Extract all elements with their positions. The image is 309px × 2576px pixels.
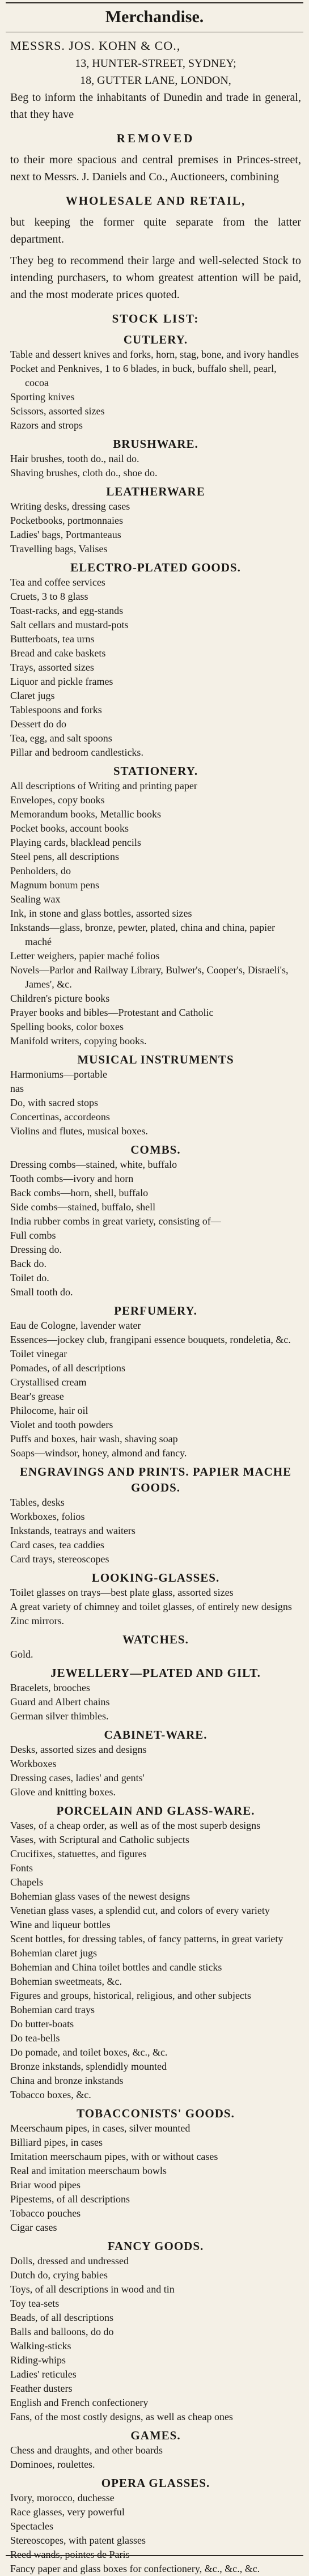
stock-item: China and bronze inkstands xyxy=(10,2075,124,2086)
stock-item: Pomades, of all descriptions xyxy=(10,1362,125,1374)
stock-item: Toast-racks, and egg-stands xyxy=(10,605,124,616)
stock-item: Bohemian and China toilet bottles and candle sticks xyxy=(10,1961,222,1973)
stock-item: Tooth combs—ivory and horn xyxy=(10,1173,134,1184)
stock-item: Toilet do. xyxy=(10,1272,49,1283)
stock-item: Imitation meerschaum pipes, with or without cases xyxy=(10,2151,218,2162)
stock-item: Stereoscopes, with patent glasses xyxy=(10,2535,146,2546)
advertisement xyxy=(10,37,301,2574)
stock-item: Tablespoons and forks xyxy=(10,704,102,715)
stock-item: Briar wood pipes xyxy=(10,2179,81,2191)
stock-catalog xyxy=(10,332,301,2576)
bottom-rule xyxy=(6,2555,303,2556)
removed-heading: REMOVED xyxy=(116,132,195,145)
stock-item: Ladies' reticules xyxy=(10,2369,77,2380)
wholesale-paragraph: but keeping the former quite separate from the latter department. xyxy=(10,216,301,245)
stock-item: Toy tea-sets xyxy=(10,2298,60,2309)
stock-item: Figures and groups, historical, religious, and other subjects xyxy=(10,1990,251,2001)
stock-item: Full combs xyxy=(10,1230,56,1241)
stock-item: Shaving brushes, cloth do., shoe do. xyxy=(10,467,158,478)
stock-item: Claret jugs xyxy=(10,690,55,701)
stock-item: Dutch do, crying babies xyxy=(10,2269,108,2281)
stock-item: Dressing combs—stained, white, buffalo xyxy=(10,1159,177,1170)
stock-item: Crystallised cream xyxy=(10,1376,87,1388)
category-heading: BRUSHWARE. xyxy=(113,437,198,451)
intro-paragraph: Beg to inform the inhabitants of Dunedin and trade in general, that they have xyxy=(10,91,301,121)
stock-item: Small tooth do. xyxy=(10,1286,73,1298)
removed-paragraph: to their more spacious and central premises in Princes-street, next to Messrs. J. Daniels and Co., Auctioneers, combining xyxy=(10,154,301,183)
stock-item: Back combs—horn, shell, buffalo xyxy=(10,1187,149,1198)
stock-item: Chess and draughts, and other boards xyxy=(10,2444,163,2456)
stock-item: Race glasses, very powerful xyxy=(10,2506,125,2518)
category-heading: ENGRAVINGS AND PRINTS. PAPIER MACHE GOODS. xyxy=(19,1465,292,1494)
firm-name: MESSRS. JOS. KOHN & CO., xyxy=(10,39,181,53)
stock-item: Travelling bags, Valises xyxy=(10,543,108,554)
stock-item: Vases, of a cheap order, as well as of the most superb designs xyxy=(10,1820,261,1831)
stock-item: English and French confectionery xyxy=(10,2397,149,2408)
stock-item: Trays, assorted sizes xyxy=(10,662,94,673)
stock-item: Back do. xyxy=(10,1258,46,1269)
stock-item: Novels—Parlor and Railway Library, Bulwer's, Cooper's, Disraeli's, James', &c. xyxy=(10,964,289,990)
stock-item: Gold. xyxy=(10,1649,33,1660)
stock-item: nas xyxy=(10,1083,24,1094)
stock-item: Pocket and Penknives, 1 to 6 blades, in buck, buffalo shell, pearl, cocoa xyxy=(10,363,277,388)
stock-item: Bear's grease xyxy=(10,1391,64,1402)
stock-item: Card trays, stereoscopes xyxy=(10,1553,109,1565)
stock-item: Bohemian claret jugs xyxy=(10,1947,97,1959)
stock-item: Sealing wax xyxy=(10,893,61,905)
stock-item: Harmoniums—portable xyxy=(10,1069,107,1080)
stock-item: Envelopes, copy books xyxy=(10,794,105,806)
stock-item: Butterboats, tea urns xyxy=(10,633,95,645)
stock-item: Fonts xyxy=(10,1862,33,1874)
stock-item: Riding-whips xyxy=(10,2354,66,2366)
stock-item: Playing cards, blacklead pencils xyxy=(10,837,141,848)
stock-item: Letter weighers, papier maché folios xyxy=(10,950,160,961)
stock-item: Vases, with Scriptural and Catholic subjects xyxy=(10,1834,189,1845)
stock-item: Meerschaum pipes, in cases, silver mounted xyxy=(10,2122,191,2134)
category-heading: PORCELAIN AND GLASS-WARE. xyxy=(56,1804,255,1817)
stock-item: Toilet glasses on trays—best plate glass, assorted sizes xyxy=(10,1587,234,1598)
stock-item: Fancy paper and glass boxes for confectionery, &c., &c., &c. xyxy=(10,2563,260,2574)
stock-item: Steel pens, all descriptions xyxy=(10,851,119,862)
stock-item: Inkstands, teatrays and waiters xyxy=(10,1525,136,1536)
stock-item: Ink, in stone and glass bottles, assorted sizes xyxy=(10,908,192,919)
stock-item: Sporting knives xyxy=(10,391,75,402)
stock-item: Do tea-bells xyxy=(10,2032,60,2044)
stock-item: Hair brushes, tooth do., nail do. xyxy=(10,453,139,464)
stock-item: Desks, assorted sizes and designs xyxy=(10,1744,147,1755)
stock-item: Crucifixes, statuettes, and figures xyxy=(10,1848,147,1859)
stock-item: Tea and coffee services xyxy=(10,577,105,588)
stock-item: Ladies' bags, Portmanteaus xyxy=(10,529,121,540)
category-heading: TOBACCONISTS' GOODS. xyxy=(77,2107,235,2120)
category-heading: WATCHES. xyxy=(122,1633,189,1646)
stock-item: Bracelets, brooches xyxy=(10,1682,90,1693)
stock-item: Table and dessert knives and forks, horn, stag, bone, and ivory handles xyxy=(10,349,299,360)
stock-item: Inkstands—glass, bronze, pewter, plated, china and china, papier maché xyxy=(10,922,276,947)
stock-list-heading: STOCK LIST: xyxy=(112,312,200,325)
category-heading: LEATHERWARE xyxy=(106,485,205,498)
stock-item: A great variety of chimney and toilet glasses, of entirely new designs xyxy=(10,1601,292,1612)
stock-item: Soaps—windsor, honey, almond and fancy. xyxy=(10,1447,187,1459)
stock-item: Scissors, assorted sizes xyxy=(10,405,105,417)
stock-item: Balls and balloons, do do xyxy=(10,2326,114,2337)
stock-item: India rubber combs in great variety, consisting of— xyxy=(10,1215,221,1227)
stock-item: Venetian glass vases, a splendid cut, and colors of every variety xyxy=(10,1905,270,1916)
stock-item: Chapels xyxy=(10,1876,43,1888)
stock-item: Prayer books and bibles—Protestant and Catholic xyxy=(10,1007,214,1018)
stock-item: Beads, of all descriptions xyxy=(10,2312,113,2323)
stock-item: Pocket books, account books xyxy=(10,823,129,834)
category-heading: LOOKING-GLASSES. xyxy=(91,1571,220,1584)
stock-item: Workboxes xyxy=(10,1758,57,1769)
address-line-1: 13, HUNTER-STREET, SYDNEY; xyxy=(75,57,236,70)
category-heading: ELECTRO-PLATED GOODS. xyxy=(70,561,241,574)
recommend-paragraph: They beg to recommend their large and well-selected Stock to intending purchasers, to whom greatest attention will be paid, and the most moderate prices quoted. xyxy=(10,255,301,301)
stock-item: Do pomade, and toilet boxes, &c., &c. xyxy=(10,2047,168,2058)
stock-item: Card cases, tea caddies xyxy=(10,1539,104,1550)
stock-item: Philocome, hair oil xyxy=(10,1405,88,1416)
stock-item: Dominoes, roulettes. xyxy=(10,2459,95,2470)
stock-item: Tobacco pouches xyxy=(10,2208,81,2219)
stock-item: Bohemian card trays xyxy=(10,2004,95,2015)
stock-item: Spelling books, color boxes xyxy=(10,1021,124,1032)
stock-item: Manifold writers, copying books. xyxy=(10,1035,147,1046)
stock-item: Writing desks, dressing cases xyxy=(10,501,130,512)
stock-item: Real and imitation meerschaum bowls xyxy=(10,2165,167,2176)
stock-item: Cruets, 3 to 8 glass xyxy=(10,591,88,602)
category-heading: STATIONERY. xyxy=(113,764,198,778)
category-heading: COMBS. xyxy=(130,1143,181,1156)
stock-item: Spectacles xyxy=(10,2520,53,2532)
category-heading: FANCY GOODS. xyxy=(107,2239,204,2253)
wholesale-heading: WHOLESALE AND RETAIL, xyxy=(65,194,246,207)
stock-item: Bohemian glass vases of the newest designs xyxy=(10,1891,190,1902)
stock-item: Billiard pipes, in cases xyxy=(10,2137,103,2148)
category-heading: MUSICAL INSTRUMENTS xyxy=(77,1053,234,1066)
stock-item: Reed wands, pointes de Paris xyxy=(10,2549,130,2560)
stock-item: Liquor and pickle frames xyxy=(10,676,113,687)
category-heading: CUTLERY. xyxy=(123,333,188,346)
stock-item: Ivory, morocco, duchesse xyxy=(10,2492,115,2503)
stock-item: Do butter-boats xyxy=(10,2018,74,2030)
stock-item: Violins and flutes, musical boxes. xyxy=(10,1125,148,1137)
stock-item: Concertinas, accordeons xyxy=(10,1111,110,1122)
stock-item: Glove and knitting boxes. xyxy=(10,1786,116,1798)
stock-item: Tables, desks xyxy=(10,1497,65,1508)
stock-item: Eau de Cologne, lavender water xyxy=(10,1320,141,1331)
stock-item: Walking-sticks xyxy=(10,2340,71,2352)
stock-item: Essences—jockey club, frangipani essence bouquets, rondeletia, &c. xyxy=(10,1334,291,1345)
stock-item: Salt cellars and mustard-pots xyxy=(10,619,129,630)
category-heading: GAMES. xyxy=(130,2429,181,2442)
stock-item: Penholders, do xyxy=(10,865,71,876)
stock-item: Dolls, dressed and undressed xyxy=(10,2255,129,2266)
stock-item: Dressing cases, ladies' and gents' xyxy=(10,1772,145,1783)
stock-item: Tobacco boxes, &c. xyxy=(10,2089,91,2100)
category-heading: OPERA GLASSES. xyxy=(101,2476,210,2490)
stock-item: Side combs—stained, buffalo, shell xyxy=(10,1201,156,1213)
stock-item: Zinc mirrors. xyxy=(10,1615,64,1626)
advertiser-name xyxy=(10,37,301,55)
stock-item: Bronze inkstands, splendidly mounted xyxy=(10,2061,167,2072)
stock-item: Do, with sacred stops xyxy=(10,1097,98,1108)
stock-item: Razors and strops xyxy=(10,420,83,431)
stock-item: Feather dusters xyxy=(10,2383,73,2394)
stock-item: All descriptions of Writing and printing paper xyxy=(10,780,197,791)
stock-item: Pocketbooks, portmonnaies xyxy=(10,515,123,526)
stock-item: German silver thimbles. xyxy=(10,1710,109,1722)
stock-item: Pipestems, of all descriptions xyxy=(10,2193,130,2205)
stock-item: Wine and liqueur bottles xyxy=(10,1919,111,1930)
section-masthead: Merchandise. xyxy=(105,7,204,26)
category-heading: CABINET-WARE. xyxy=(104,1728,208,1742)
stock-item: Workboxes, folios xyxy=(10,1511,85,1522)
stock-item: Violet and tooth powders xyxy=(10,1419,113,1430)
stock-item: Children's picture books xyxy=(10,993,110,1004)
stock-item: Bread and cake baskets xyxy=(10,647,106,659)
stock-item: Puffs and boxes, hair wash, shaving soap xyxy=(10,1433,178,1444)
stock-item: Fans, of the most costly designs, as well as cheap ones xyxy=(10,2411,233,2422)
stock-item: Guard and Albert chains xyxy=(10,1696,110,1708)
category-heading: JEWELLERY—PLATED AND GILT. xyxy=(50,1666,261,1680)
stock-item: Bohemian sweetmeats, &c. xyxy=(10,1976,122,1987)
stock-item: Magnum bonum pens xyxy=(10,879,99,891)
stock-item: Dressing do. xyxy=(10,1244,62,1255)
stock-item: Scent bottles, for dressing tables, of fancy patterns, in great variety xyxy=(10,1933,283,1944)
stock-item: Memorandum books, Metallic books xyxy=(10,808,161,820)
stock-item: Tea, egg, and salt spoons xyxy=(10,732,112,744)
stock-item: Toys, of all descriptions in wood and tin xyxy=(10,2283,175,2295)
stock-item: Pillar and bedroom candlesticks. xyxy=(10,747,143,758)
stock-item: Dessert do do xyxy=(10,718,66,730)
stock-item: Toilet vinegar xyxy=(10,1348,67,1359)
stock-item: Cigar cases xyxy=(10,2222,57,2233)
address-line-2: 18, GUTTER LANE, LONDON, xyxy=(80,74,231,87)
category-heading: PERFUMERY. xyxy=(114,1304,197,1317)
